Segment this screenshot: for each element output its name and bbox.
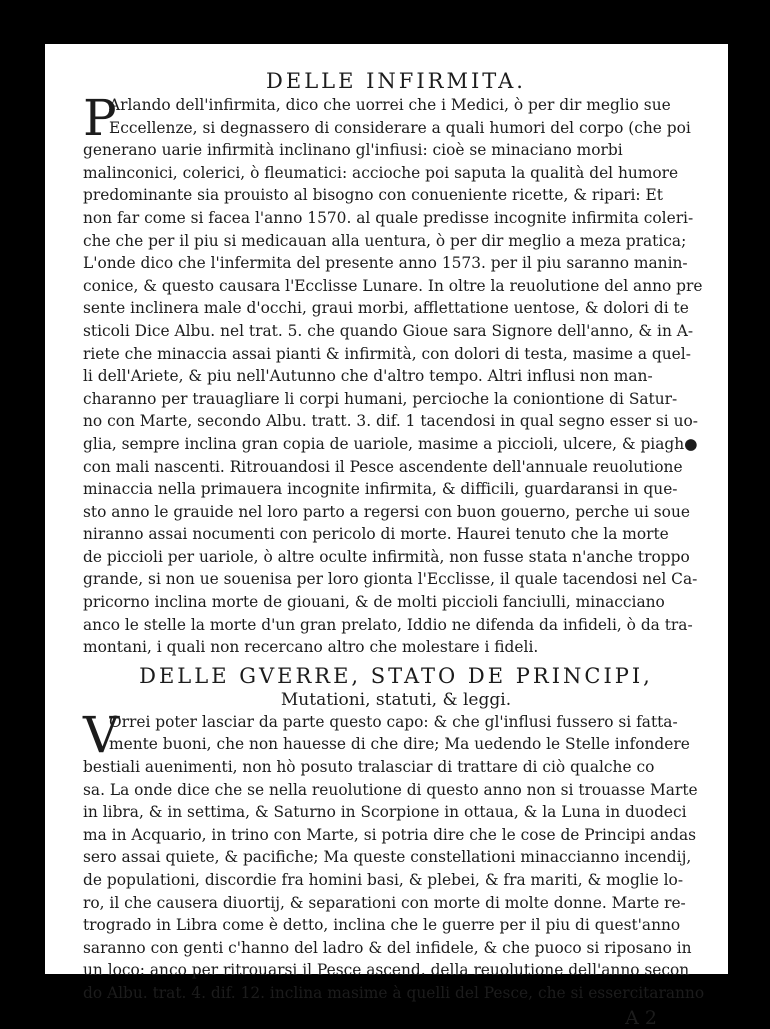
text-line: conice, & questo causara l'Ecclisse Lunare. In oltre la reuolutione del anno pre [83,276,703,295]
text-line: anco le stelle la morte d'un gran prelato, Iddio ne difenda da infideli, ò da tra- [83,615,693,634]
text-line: che che per il piu si medicauan alla uentura, ò per dir meglio a meza pratica; [83,231,687,250]
section-body-guerre [83,705,709,1005]
text-line: pricorno inclina morte de giouani, & de molti piccioli fanciulli, minacciano [83,593,665,612]
text-line: con mali nascenti. Ritrouandosi il Pesce ascendente dell'annuale reuolutione [83,457,683,476]
text-line: un loco: anco per ritrouarsi il Pesce ascend. della reuolutione dell'anno secon [83,961,690,980]
text-line: mente buoni, che non hauesse di che dire; Ma uedendo le Stelle infondere [109,735,690,754]
section-subheading-guerre: Mutationi, statuti, & leggi. [280,689,512,710]
text-line: Arlando dell'infirmita, dico che uorrei che i Medici, ò per dir meglio sue [109,96,671,114]
text-line: do Albu. trat. 4. dif. 12. inclina masime à quelli del Pesce, che si essercitaranno [83,983,705,1002]
text-line: Eccellenze, si degnassero di considerare a quali humori del corpo (che poi [109,118,691,137]
text-line: riete che minaccia assai pianti & infirmità, con dolori di testa, masime a quel- [83,344,691,363]
text-line: niranno assai nocumenti con pericolo di morte. Haurei tenuto che la morte [83,525,669,544]
text-line: generano uarie infirmità inclinano gl'infiusi: cioè se minaciano morbi [83,141,623,160]
drop-cap-v: V [83,705,120,764]
text-line: malinconici, colerici, ò fleumatici: accioche poi saputa la qualità del humore [83,163,679,182]
text-line: minaccia nella primauera incognite infirmita, & difficili, guardaransi in que- [83,480,678,499]
text-line: in libra, & in settima, & Saturno in Scorpione in ottaua, & la Luna in duodeci [83,803,687,822]
text-line: bestiali auenimenti, non hò posuto tralasciar di trattare di ciò qualche co [83,758,655,777]
text-line: sto anno le grauide nel loro parto a regersi con buon gouerno, perche ui soue [83,502,690,521]
drop-cap-p: P [83,89,117,147]
text-line: grande, si non ue souenisa per loro gionta l'Ecclisse, il quale tacendosi nel Ca- [83,570,698,589]
text-line: saranno con genti c'hanno del ladro & del infidele, & che puoco si riposano in [83,938,692,957]
text-line: montani, i quali non recercano altro che molestare i fideli. [83,638,539,657]
text-line: ro, il che causera diuortij, & separationi con morte di molte donne. Marte re- [83,893,686,912]
text-line: non far come si facea l'anno 1570. al quale predisse incognite infirmita colerі- [83,208,694,227]
text-line: li dell'Ariete, & piu nell'Autunno che d'altro tempo. Altri influsi non man- [83,367,653,386]
text-line: sero assai quiete, & pacifiche; Ma queste constellationi minaccianno incendij, [83,848,692,867]
text-line: sente inclinera male d'occhi, graui morbi, afflettatione uentose, & dolori di te [83,299,689,318]
section-heading-guerre: DELLE GVERRE, STATO DE PRINCIPI, [139,663,653,688]
text-line: glia, sempre inclina gran copia de uariole, masime a piccioli, ulcere, & piagh● [83,434,698,453]
signature-mark: A 2 [625,1006,657,1029]
text-line: ma in Acquario, in trino con Marte, si potria dire che le cose de Principi andas [83,825,697,844]
text-line: L'onde dico che l'infermita del presente anno 1573. per il piu saranno manin- [83,254,688,273]
section1-lines [83,89,709,659]
text-line: sa. La onde dice che se nella reuolutione di questo anno non si trouasse Marte [83,780,698,799]
text-line: sticoli Dice Albu. nel trat. 5. che quando Gioue sara Signore dell'anno, & in A- [83,321,694,340]
section-body-infirmita [83,89,709,659]
text-line: de piccioli per uariole, ò altre oculte infirmità, non fusse stata n'anche troppo [83,547,690,566]
text-line: no con Marte, secondo Albu. tratt. 3. dif. 1 tacendosi in qual segno esser si uo- [83,412,698,431]
text-line: trogrado in Libra come è detto, inclina che le guerre per il piu di quest'anno [83,916,681,935]
page-content [83,68,709,1029]
text-line: Orrei poter lasciar da parte questo capo: & che gl'influsi fussero si fatta- [109,712,678,731]
page-sheet [45,44,728,1029]
text-line: predominante sia prouisto al bisogno con conueniente ricette, & ripari: Et [83,186,663,205]
text-line: charanno per trauagliare li corpi humani, percioche la coniontione di Satur- [83,389,678,408]
text-line: de populationi, discordie fra homini basi, & plebei, & fra mariti, & moglie lo- [83,871,684,889]
section-heading-infirmita: DELLE INFIRMITA. [266,69,526,93]
section2-lines [83,705,709,1005]
